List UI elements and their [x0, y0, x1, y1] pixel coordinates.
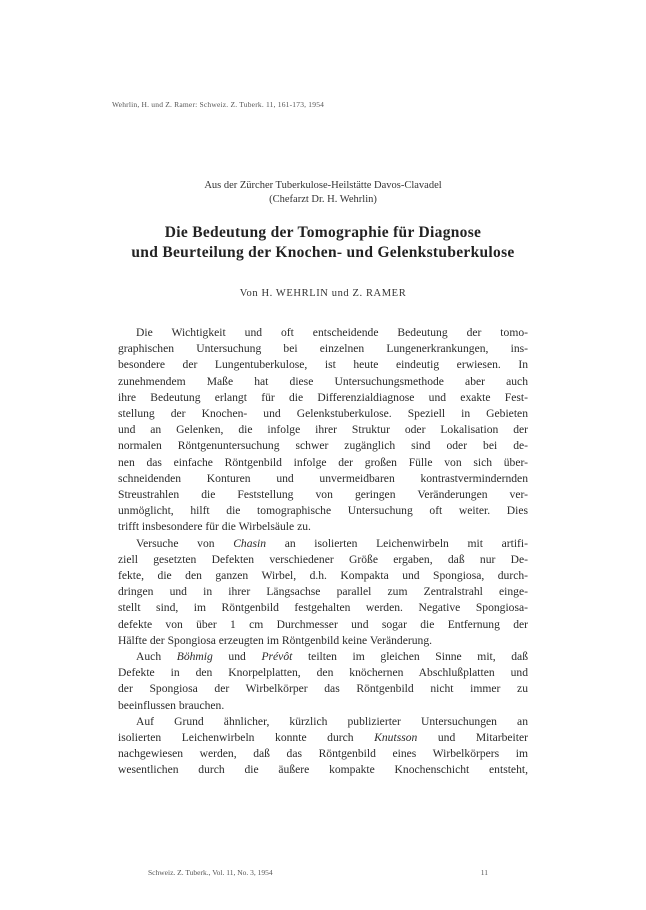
text-line: ziell gesetzten Defekten verschiedener Größe ergaben, daß nur De-	[118, 552, 528, 566]
page-number: 11	[480, 868, 488, 877]
text-line: Auf Grund ähnlicher, kürzlich publizierter Untersuchungen an	[136, 714, 528, 728]
text-line: stellung der Knochen- und Gelenkstuberkulose. Speziell in Gebieten	[118, 407, 528, 421]
text-line: isolierten Leichenwirbeln konnte durch Knutsson und Mitarbeiter	[118, 731, 528, 745]
paragraph	[118, 714, 528, 779]
title-line-2: und Beurteilung der Knochen- und Gelenkstuberkulose	[131, 244, 515, 261]
text-line: besondere der Lungentuberkulose, ist heute eindeutig erwiesen. In	[118, 358, 528, 372]
text-line: nen das einfache Röntgenbild infolge der großen Fülle von sich über-	[118, 455, 528, 469]
text-line: unmöglicht, hilft die tomographische Untersuchung oft weiter. Dies	[118, 504, 528, 518]
text-line: ihre Bedeutung erlangt für die Differenzialdiagnose und exakte Fest-	[118, 390, 528, 404]
text-line: wesentlichen durch die äußere kompakte Knochenschicht entsteht,	[118, 763, 528, 777]
text-line: graphischen Untersuchung bei einzelnen Lungenerkrankungen, ins-	[118, 342, 528, 356]
journal-citation: Schweiz. Z. Tuberk., Vol. 11, No. 3, 1954	[148, 868, 273, 877]
paragraph	[118, 649, 528, 714]
paragraph	[118, 536, 528, 649]
paragraph	[118, 325, 528, 536]
text-line: der Spongiosa der Wirbelkörper das Röntgenbild nicht immer zu	[118, 682, 528, 696]
text-line: fekte, die den ganzen Wirbel, d.h. Kompakta und Spongiosa, durch-	[118, 569, 528, 583]
text-line: stellt sind, im Röntgenbild festgehalten werden. Negative Spongiosa-	[118, 601, 528, 615]
body-text	[118, 325, 528, 779]
text-line: Die Wichtigkeit und oft entscheidende Bedeutung der tomo-	[136, 326, 528, 339]
text-line: dringen und in ihrer Längsachse parallel zum Zentralstrahl einge-	[118, 585, 528, 599]
text-line: zunehmendem Maße hat diese Untersuchungsmethode aber auch	[118, 374, 528, 388]
text-line: Versuche von Chasin an isolierten Leichenwirbeln mit artifi-	[136, 536, 528, 550]
affiliation-line-1: Aus der Zürcher Tuberkulose-Heilstätte Davos-Clavadel	[204, 180, 442, 191]
title-line-1: Die Bedeutung der Tomographie für Diagnose	[164, 224, 482, 241]
text-line: trifft insbesondere für die Wirbelsäule zu.	[118, 520, 311, 534]
text-line: defekte von über 1 cm Durchmesser und sogar die Entfernung der	[118, 617, 528, 631]
authors: Von H. WEHRLIN und Z. RAMER	[239, 288, 407, 299]
text-line: nachgewiesen werden, daß das Röntgenbild eines Wirbelkörpers im	[118, 747, 528, 761]
text-line: normalen Röntgenuntersuchung schwer zugänglich sind oder bei de-	[118, 439, 528, 453]
text-line: Defekte in den Knorpelplatten, den knöchernen Abschlußplatten und	[118, 666, 528, 680]
text-line: Auch Böhmig und Prévôt teilten im gleichen Sinne mit, daß	[136, 650, 529, 664]
text-line: und an Gelenken, die infolge ihrer Struktur oder Lokalisation der	[118, 423, 528, 437]
text-line: schneidenden Konturen und unvermeidbaren kontrastvermindernden	[118, 471, 528, 485]
text-line: Hälfte der Spongiosa erzeugten im Röntgenbild keine Veränderung.	[118, 633, 433, 647]
text-line: Streustrahlen die Feststellung von geringen Veränderungen ver-	[118, 488, 528, 502]
text-line: beeinflussen brauchen.	[118, 698, 225, 712]
affiliation-line-2: (Chefarzt Dr. H. Wehrlin)	[269, 194, 377, 205]
running-head: Wehrlin, H. und Z. Ramer: Schweiz. Z. Tuberk. 11, 161-173, 1954	[112, 100, 325, 109]
